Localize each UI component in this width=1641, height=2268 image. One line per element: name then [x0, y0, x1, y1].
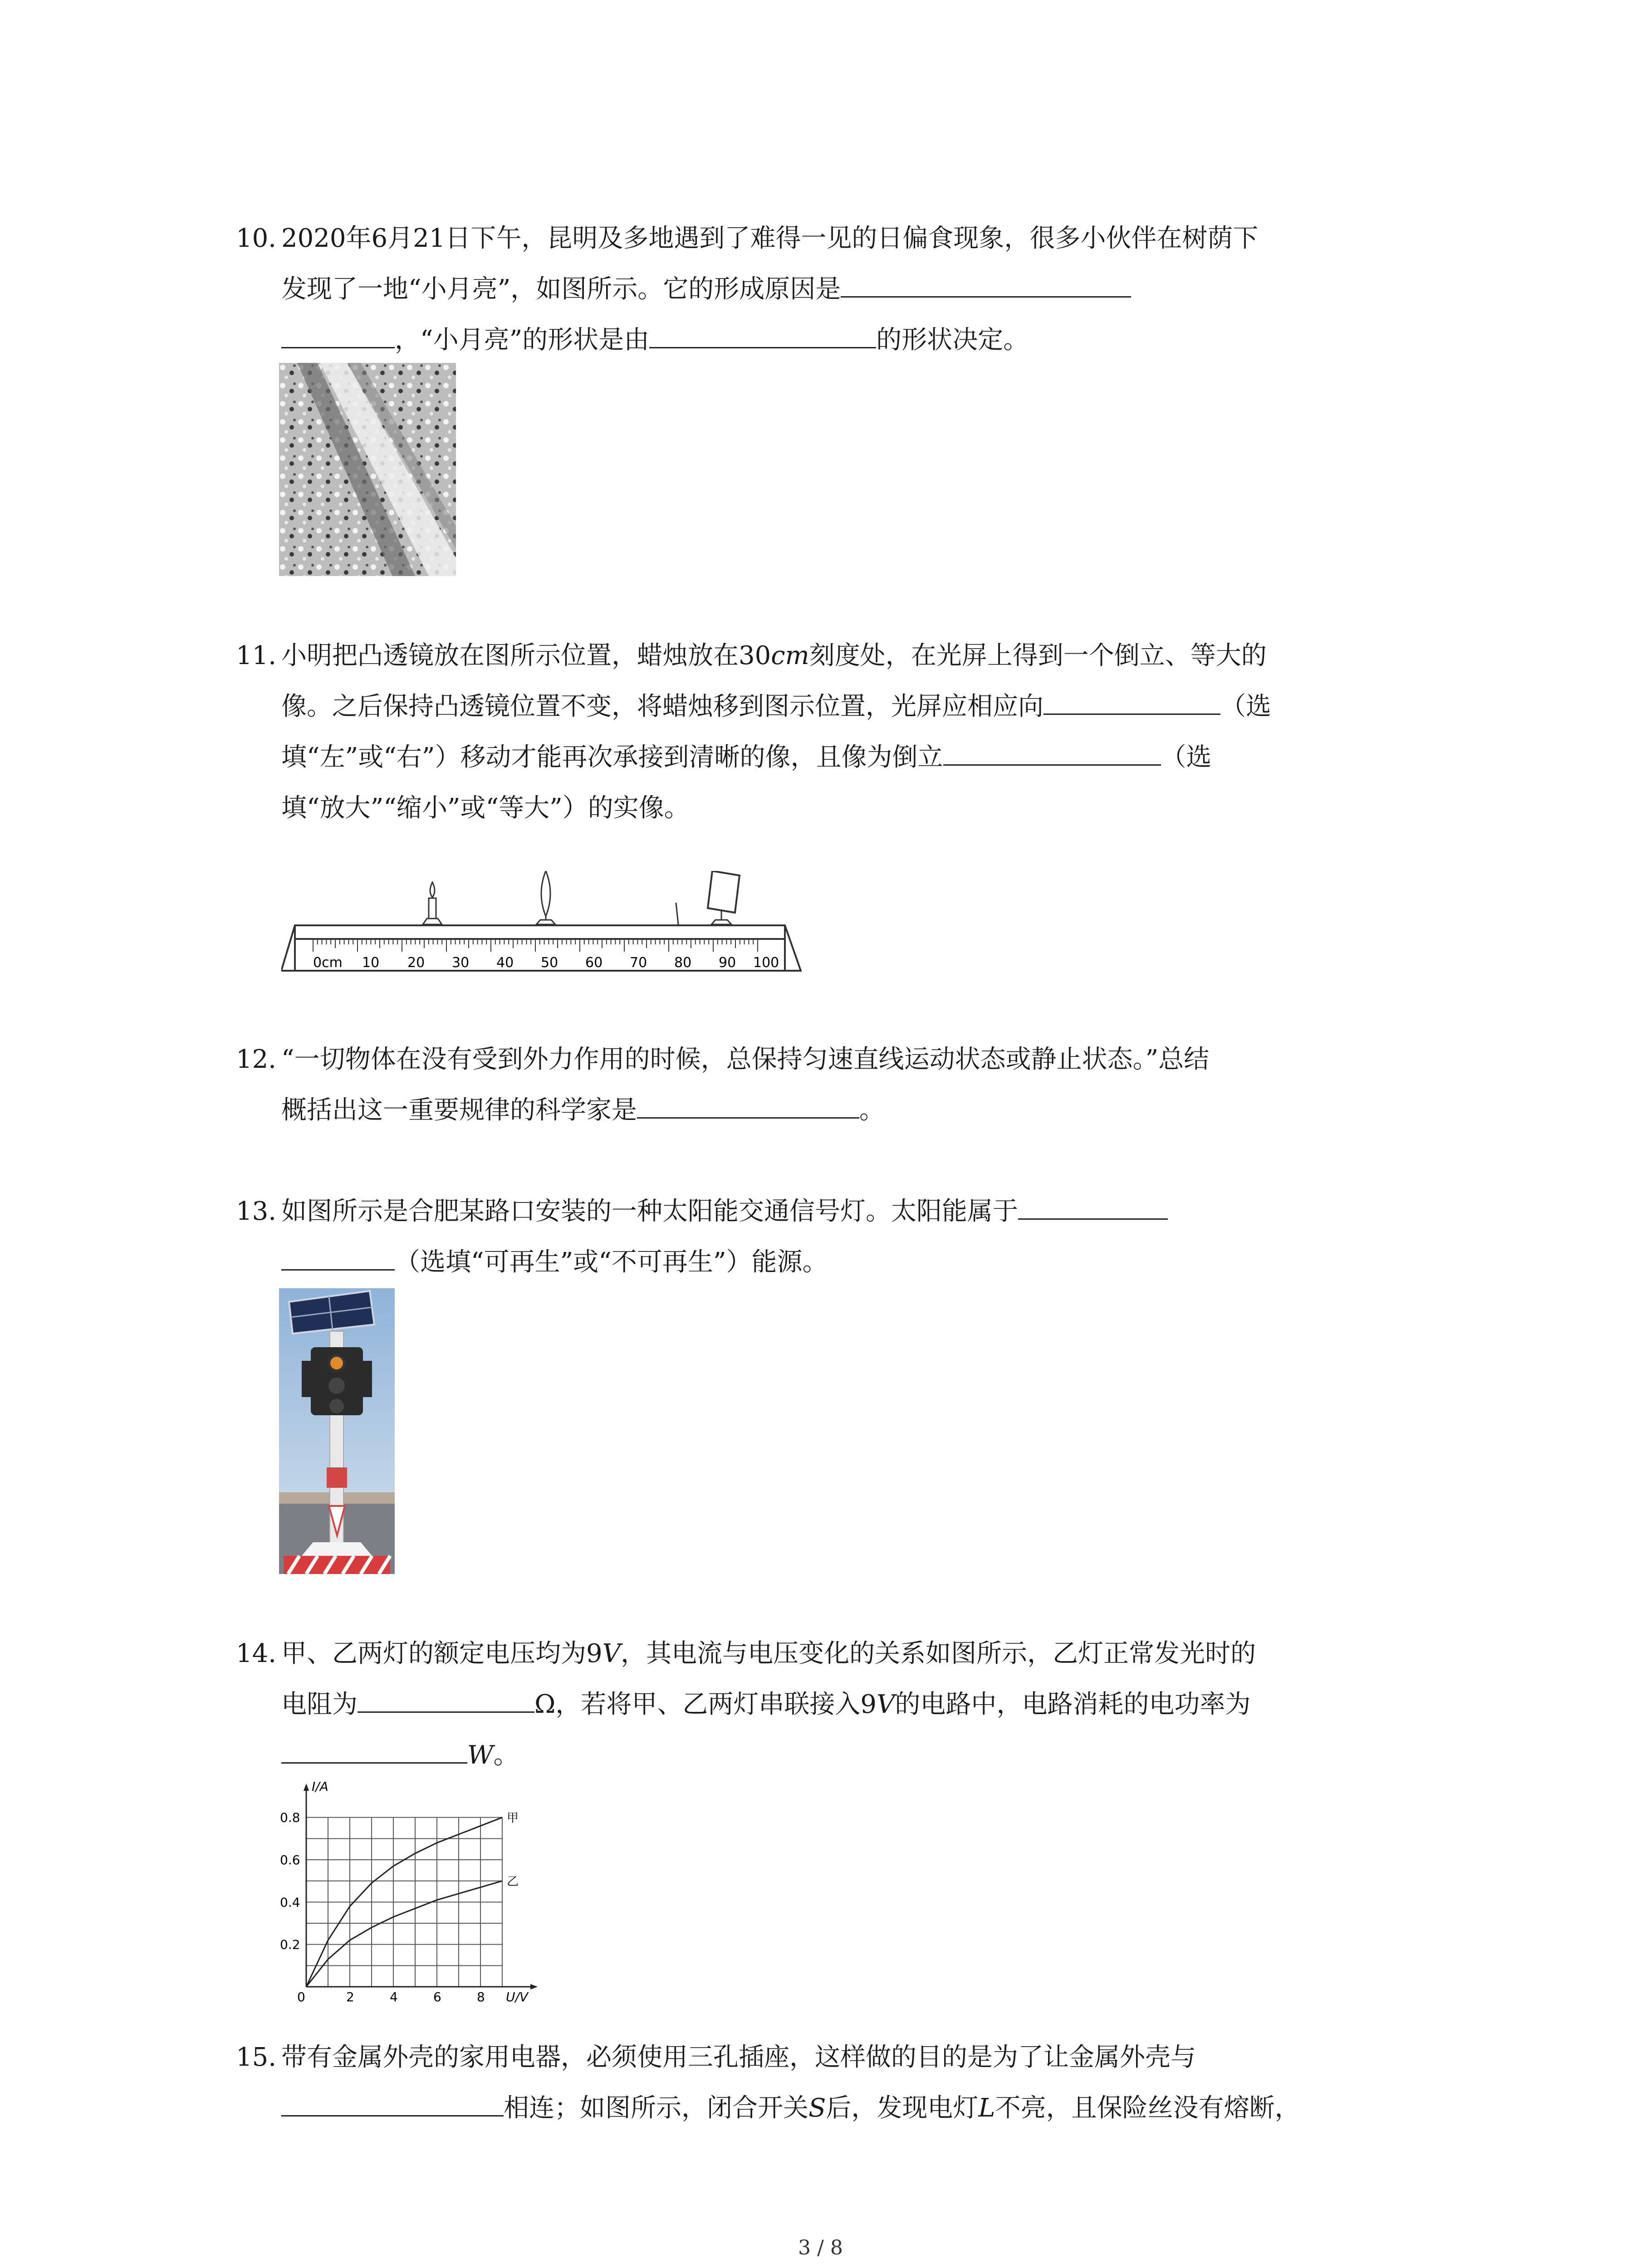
question-text: 。	[859, 1095, 885, 1125]
light-screen-icon	[676, 871, 740, 924]
question-number: 15.	[236, 2043, 277, 2072]
solar-traffic-light-photo	[279, 1288, 395, 1574]
question-text: （选	[1220, 692, 1271, 721]
y-tick-label: 0.4	[280, 1895, 300, 1910]
unit-text: V	[602, 1639, 621, 1668]
convex-lens-icon	[536, 871, 555, 924]
unit-text: W	[467, 1740, 494, 1770]
ruler-label: 90	[719, 955, 736, 971]
question-text: 发现了一地“小月亮”，如图所示。它的形成原因是	[281, 274, 841, 304]
question-text: 像。之后保持凸透镜位置不变，将蜡烛移到图示位置，光屏应相应向	[281, 692, 1043, 721]
question-text: “一切物体在没有受到外力作用的时候，总保持匀速直线运动状态或静止状态。”总结	[281, 1045, 1210, 1074]
ruler-label: 80	[674, 955, 692, 971]
x-tick-label: 4	[390, 1989, 398, 2004]
ruler-label: 20	[407, 955, 425, 971]
question-text: （选填“可再生”或“不可再生”）能源。	[395, 1247, 828, 1277]
ruler-label: 0cm	[313, 955, 343, 971]
ruler-label: 100	[753, 955, 779, 971]
ruler-label: 10	[362, 955, 380, 971]
unit-text: L	[978, 2093, 995, 2123]
y-axis-label: I/A	[312, 1779, 328, 1794]
series-label: 甲	[507, 1811, 519, 1825]
question-text: 如图所示是合肥某路口安装的一种太阳能交通信号灯。太阳能属于	[281, 1197, 1018, 1226]
unit-text: S	[808, 2093, 826, 2123]
x-tick-label: 6	[433, 1989, 441, 2004]
origin-label: 0	[297, 1989, 305, 2004]
question-text: 小明把凸透镜放在图所示位置，蜡烛放在30	[281, 641, 771, 670]
answer-blank[interactable]	[841, 264, 1131, 298]
answer-blank[interactable]	[358, 1680, 534, 1713]
question-text: 甲、乙两灯的额定电压均为9	[281, 1639, 603, 1668]
x-tick-label: 2	[346, 1989, 354, 2004]
y-tick-label: 0.2	[280, 1937, 300, 1952]
question-number: 11.	[236, 641, 277, 670]
question-text: 填“放大”“缩小”或“等大”）的实像。	[281, 793, 690, 823]
x-tick-labels	[346, 1989, 485, 2004]
y-axis-arrow	[304, 1784, 309, 1791]
question-text: （选	[1161, 743, 1212, 772]
question-text: Ω，若将甲、乙两灯串联接入9	[534, 1690, 877, 1719]
unit-text: cm	[771, 641, 809, 670]
question-text: 带有金属外壳的家用电器，必须使用三孔插座，这样做的目的是为了让金属外壳与	[281, 2043, 1196, 2072]
question-text: ，其电流与电压变化的关系如图所示，乙灯正常发光时的	[621, 1639, 1256, 1668]
tree-shade-photo	[279, 363, 456, 576]
question-text: 概括出这一重要规律的科学家是	[281, 1095, 637, 1125]
question-number: 14.	[236, 1639, 277, 1668]
answer-blank[interactable]	[281, 1730, 467, 1764]
series-label: 乙	[507, 1875, 519, 1889]
candle-icon	[423, 882, 442, 924]
question-number: 10.	[236, 224, 277, 253]
unit-text: V	[877, 1690, 895, 1719]
ruler-label: 50	[541, 955, 558, 971]
optical-bench-figure	[281, 871, 808, 980]
question-text: 2020年6月21日下午，昆明及多地遇到了难得一见的日偏食现象，很多小伙伴在树荫下	[281, 224, 1259, 253]
answer-blank[interactable]	[281, 1237, 395, 1271]
question-text: ，“小月亮”的形状是由	[395, 325, 650, 355]
question-number: 12.	[236, 1045, 277, 1074]
x-axis-arrow	[530, 1984, 538, 1989]
x-tick-label: 8	[477, 1989, 485, 2004]
answer-blank[interactable]	[281, 2083, 504, 2116]
y-tick-label: 0.6	[280, 1853, 300, 1867]
question-text: 刻度处，在光屏上得到一个倒立、等大的	[809, 641, 1267, 670]
question-text: 相连；如图所示，闭合开关	[504, 2093, 808, 2123]
question-text: 。	[493, 1740, 519, 1770]
y-tick-labels	[280, 1810, 300, 1952]
y-tick-label: 0.8	[280, 1810, 300, 1825]
question-text: 填“左”或“右”）移动才能再次承接到清晰的像，且像为倒立	[281, 743, 943, 772]
question-text: 的电路中，电路消耗的电功率为	[895, 1690, 1251, 1719]
ruler-label: 30	[452, 955, 470, 971]
page-number: 3 / 8	[798, 2236, 843, 2259]
answer-blank[interactable]	[637, 1085, 859, 1119]
series-line-yi	[306, 1881, 502, 1987]
current-voltage-chart	[279, 1778, 547, 2005]
answer-blank[interactable]	[649, 315, 876, 348]
question-text: 电阻为	[281, 1690, 358, 1719]
question-number: 13.	[236, 1197, 277, 1226]
question-text: 不亮，且保险丝没有熔断，	[995, 2093, 1300, 2123]
series-labels	[507, 1812, 519, 1889]
x-axis-label: U/V	[506, 1989, 529, 2004]
answer-blank[interactable]	[1018, 1187, 1168, 1220]
ruler-label: 60	[585, 955, 603, 971]
answer-blank[interactable]	[1043, 682, 1220, 715]
ruler-label: 40	[496, 955, 514, 971]
answer-blank[interactable]	[281, 315, 395, 348]
chart-grid	[306, 1818, 502, 1987]
question-text: 后，发现电灯	[826, 2093, 979, 2123]
ruler-label: 70	[630, 955, 647, 971]
question-text: 的形状决定。	[876, 325, 1029, 355]
answer-blank[interactable]	[943, 733, 1161, 766]
